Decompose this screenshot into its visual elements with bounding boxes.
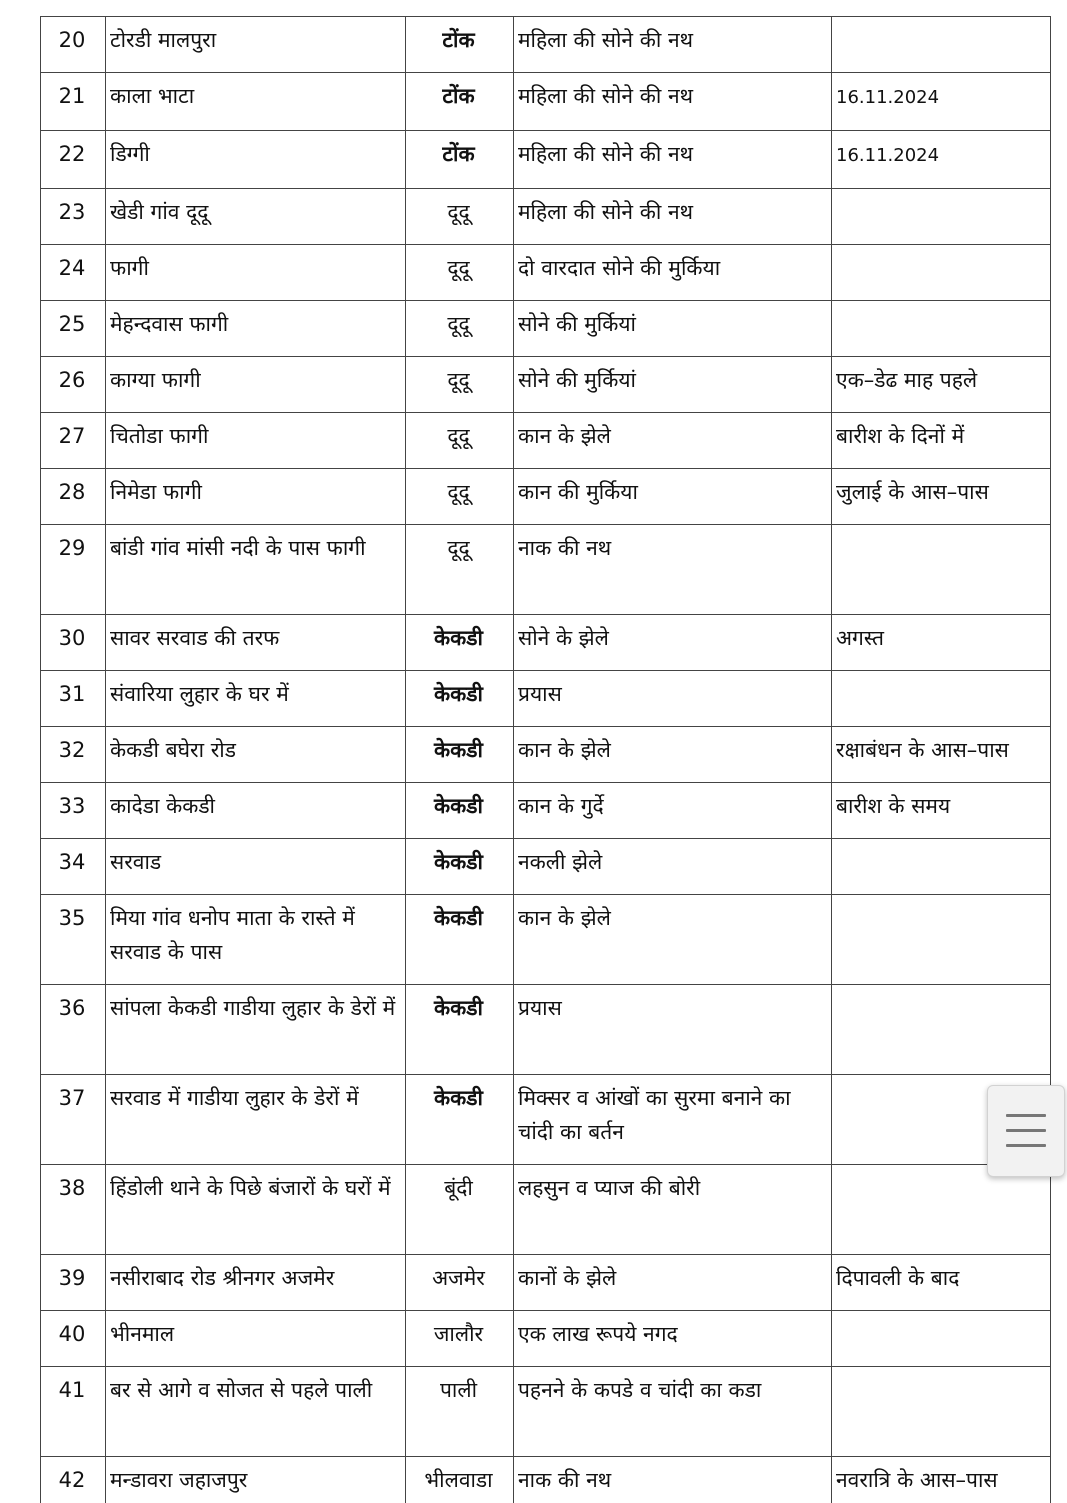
table-row xyxy=(41,413,1051,469)
district-cell: भीलवाडा xyxy=(406,1457,514,1503)
row-number: 20 xyxy=(41,17,106,73)
menu-icon xyxy=(1006,1129,1046,1132)
place-cell: सरवाड में गाडीया लुहार के डेरों में xyxy=(106,1075,406,1165)
table-row xyxy=(41,357,1051,413)
item-cell: कान के झेले xyxy=(514,413,832,469)
item-cell: सोने की मुर्कियां xyxy=(514,357,832,413)
item-cell: प्रयास xyxy=(514,671,832,727)
date-cell xyxy=(832,301,1051,357)
row-number: 25 xyxy=(41,301,106,357)
date-cell: नवरात्रि के आस–पास xyxy=(832,1457,1051,1503)
item-cell: लहसुन व प्याज की बोरी xyxy=(514,1165,832,1255)
item-cell: सोने की मुर्कियां xyxy=(514,301,832,357)
row-number: 35 xyxy=(41,895,106,985)
records-table xyxy=(40,16,1051,1503)
item-cell: महिला की सोने की नथ xyxy=(514,189,832,245)
table-row xyxy=(41,1367,1051,1457)
place-cell: मिया गांव धनोप माता के रास्ते में सरवाड के पास xyxy=(106,895,406,985)
place-cell: निमेडा फागी xyxy=(106,469,406,525)
row-number: 21 xyxy=(41,73,106,131)
row-number: 27 xyxy=(41,413,106,469)
item-cell: दो वारदात सोने की मुर्किया xyxy=(514,245,832,301)
date-cell xyxy=(832,1311,1051,1367)
item-cell: कान के गुर्दे xyxy=(514,783,832,839)
row-number: 31 xyxy=(41,671,106,727)
item-cell: प्रयास xyxy=(514,985,832,1075)
district-cell: दूदू xyxy=(406,469,514,525)
place-cell: नसीराबाद रोड श्रीनगर अजमेर xyxy=(106,1255,406,1311)
district-cell: केकडी xyxy=(406,839,514,895)
district-cell: दूदू xyxy=(406,357,514,413)
date-cell xyxy=(832,895,1051,985)
district-cell: केकडी xyxy=(406,671,514,727)
date-cell: अगस्त xyxy=(832,615,1051,671)
district-cell: जालौर xyxy=(406,1311,514,1367)
item-cell: नकली झेले xyxy=(514,839,832,895)
date-cell xyxy=(832,1367,1051,1457)
table-row xyxy=(41,985,1051,1075)
date-cell: 16.11.2024 xyxy=(832,131,1051,189)
item-cell: कान की मुर्किया xyxy=(514,469,832,525)
place-cell: बर से आगे व सोजत से पहले पाली xyxy=(106,1367,406,1457)
item-cell: महिला की सोने की नथ xyxy=(514,17,832,73)
table-row xyxy=(41,525,1051,615)
table-row xyxy=(41,783,1051,839)
place-cell: भीनमाल xyxy=(106,1311,406,1367)
row-number: 38 xyxy=(41,1165,106,1255)
date-cell xyxy=(832,245,1051,301)
place-cell: बांडी गांव मांसी नदी के पास फागी xyxy=(106,525,406,615)
date-cell: जुलाई के आस–पास xyxy=(832,469,1051,525)
district-cell: दूदू xyxy=(406,189,514,245)
table-row xyxy=(41,469,1051,525)
district-cell: केकडी xyxy=(406,895,514,985)
place-cell: मन्डावरा जहाजपुर xyxy=(106,1457,406,1503)
district-cell: दूदू xyxy=(406,301,514,357)
place-cell: मेहन्दवास फागी xyxy=(106,301,406,357)
item-cell: नाक की नथ xyxy=(514,525,832,615)
item-cell: कानों के झेले xyxy=(514,1255,832,1311)
place-cell: सावर सरवाड की तरफ xyxy=(106,615,406,671)
item-cell: सोने के झेले xyxy=(514,615,832,671)
place-cell: हिंडोली थाने के पिछे बंजारों के घरों में xyxy=(106,1165,406,1255)
district-cell: टोंक xyxy=(406,131,514,189)
row-number: 26 xyxy=(41,357,106,413)
date-cell xyxy=(832,839,1051,895)
table-row xyxy=(41,189,1051,245)
district-cell: अजमेर xyxy=(406,1255,514,1311)
place-cell: काग्या फागी xyxy=(106,357,406,413)
row-number: 34 xyxy=(41,839,106,895)
date-cell: बारीश के दिनों में xyxy=(832,413,1051,469)
table-row xyxy=(41,73,1051,131)
table-row xyxy=(41,1311,1051,1367)
row-number: 22 xyxy=(41,131,106,189)
place-cell: डिग्गी xyxy=(106,131,406,189)
row-number: 39 xyxy=(41,1255,106,1311)
item-cell: पहनने के कपडे व चांदी का कडा xyxy=(514,1367,832,1457)
date-cell: बारीश के समय xyxy=(832,783,1051,839)
table-row xyxy=(41,301,1051,357)
table-row xyxy=(41,245,1051,301)
district-cell: पाली xyxy=(406,1367,514,1457)
row-number: 28 xyxy=(41,469,106,525)
row-number: 33 xyxy=(41,783,106,839)
row-number: 29 xyxy=(41,525,106,615)
row-number: 36 xyxy=(41,985,106,1075)
district-cell: बूंदी xyxy=(406,1165,514,1255)
item-cell: मिक्सर व आंखों का सुरमा बनाने का चांदी का बर्तन xyxy=(514,1075,832,1165)
date-cell xyxy=(832,671,1051,727)
date-cell xyxy=(832,1165,1051,1255)
place-cell: काला भाटा xyxy=(106,73,406,131)
district-cell: टोंक xyxy=(406,73,514,131)
table-row xyxy=(41,1075,1051,1165)
table-row xyxy=(41,1457,1051,1503)
place-cell: टोरडी मालपुरा xyxy=(106,17,406,73)
table-row xyxy=(41,615,1051,671)
item-cell: कान के झेले xyxy=(514,727,832,783)
district-cell: केकडी xyxy=(406,985,514,1075)
item-cell: कान के झेले xyxy=(514,895,832,985)
date-cell: दिपावली के बाद xyxy=(832,1255,1051,1311)
menu-icon xyxy=(1006,1144,1046,1147)
table-row xyxy=(41,839,1051,895)
table-row xyxy=(41,17,1051,73)
date-cell xyxy=(832,17,1051,73)
place-cell: फागी xyxy=(106,245,406,301)
table-row xyxy=(41,1255,1051,1311)
item-cell: एक लाख रूपये नगद xyxy=(514,1311,832,1367)
place-cell: सांपला केकडी गाडीया लुहार के डेरों में xyxy=(106,985,406,1075)
date-cell: एक–डेढ माह पहले xyxy=(832,357,1051,413)
date-cell: 16.11.2024 xyxy=(832,73,1051,131)
date-cell: रक्षाबंधन के आस–पास xyxy=(832,727,1051,783)
date-cell xyxy=(832,985,1051,1075)
place-cell: सरवाड xyxy=(106,839,406,895)
item-cell: महिला की सोने की नथ xyxy=(514,131,832,189)
menu-icon xyxy=(1006,1114,1046,1117)
district-cell: केकडी xyxy=(406,727,514,783)
table-row xyxy=(41,895,1051,985)
row-number: 42 xyxy=(41,1457,106,1503)
district-cell: दूदू xyxy=(406,413,514,469)
date-cell xyxy=(832,189,1051,245)
table-row xyxy=(41,1165,1051,1255)
row-number: 24 xyxy=(41,245,106,301)
district-cell: दूदू xyxy=(406,525,514,615)
district-cell: केकडी xyxy=(406,615,514,671)
district-cell: टोंक xyxy=(406,17,514,73)
row-number: 23 xyxy=(41,189,106,245)
district-cell: केकडी xyxy=(406,783,514,839)
table-row xyxy=(41,131,1051,189)
row-number: 41 xyxy=(41,1367,106,1457)
row-number: 32 xyxy=(41,727,106,783)
district-cell: केकडी xyxy=(406,1075,514,1165)
place-cell: कादेडा केकडी xyxy=(106,783,406,839)
place-cell: केकडी बघेरा रोड xyxy=(106,727,406,783)
row-number: 40 xyxy=(41,1311,106,1367)
district-cell: दूदू xyxy=(406,245,514,301)
table-row xyxy=(41,727,1051,783)
row-number: 37 xyxy=(41,1075,106,1165)
row-number: 30 xyxy=(41,615,106,671)
table-row xyxy=(41,671,1051,727)
date-cell xyxy=(832,525,1051,615)
item-cell: नाक की नथ xyxy=(514,1457,832,1503)
place-cell: संवारिया लुहार के घर में xyxy=(106,671,406,727)
item-cell: महिला की सोने की नथ xyxy=(514,73,832,131)
menu-button[interactable] xyxy=(987,1085,1065,1177)
place-cell: खेडी गांव दूदू xyxy=(106,189,406,245)
place-cell: चितोडा फागी xyxy=(106,413,406,469)
